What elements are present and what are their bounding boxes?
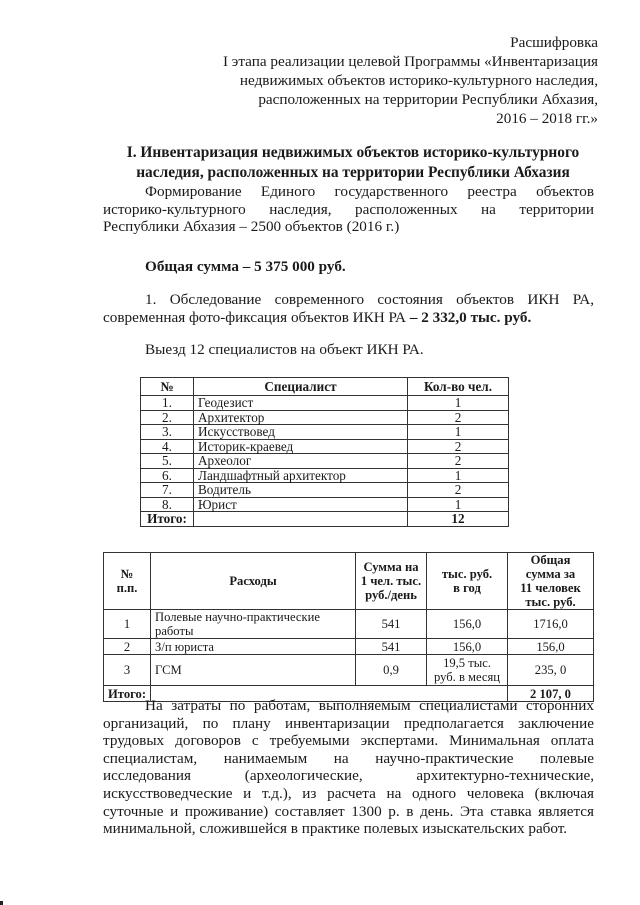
cell-number: 3. bbox=[141, 425, 194, 440]
table-row bbox=[141, 410, 509, 425]
item1-text: 1. Обследование современного состояния объектов ИКН РА, современная фото-фиксация объектов ИКН РА bbox=[103, 291, 594, 326]
cell-per-year bbox=[427, 655, 508, 686]
column-header-expense: Расходы bbox=[151, 553, 356, 610]
table-row bbox=[141, 454, 509, 469]
table-row bbox=[141, 425, 509, 440]
header-text: 11 человек bbox=[520, 581, 581, 595]
column-header-number bbox=[104, 553, 151, 610]
header-text: сумма за bbox=[525, 567, 576, 581]
total-value: 2 107, 0 bbox=[508, 686, 594, 702]
table-row bbox=[104, 610, 594, 639]
header-line: 2016 – 2018 гг.» bbox=[496, 110, 598, 127]
cell-number: 3 bbox=[104, 655, 151, 686]
trip-note: Выезд 12 специалистов на объект ИКН РА. bbox=[145, 341, 424, 358]
cell-per-person: 0,9 bbox=[356, 655, 427, 686]
table-row bbox=[104, 639, 594, 655]
total-label: Итого: bbox=[141, 512, 194, 527]
cell-specialist: Историк-краевед bbox=[194, 439, 408, 454]
table-row bbox=[141, 497, 509, 512]
cell-count: 2 bbox=[408, 454, 509, 469]
cell-total: 156,0 bbox=[508, 639, 594, 655]
table-row bbox=[141, 468, 509, 483]
specialists-table bbox=[140, 377, 509, 527]
section-title-line: наследия, расположенных на территории Республики Абхазия bbox=[136, 164, 570, 181]
cell-specialist: Искусствовед bbox=[194, 425, 408, 440]
cell-text: 19,5 тыс. bbox=[443, 656, 491, 670]
cell-number: 7. bbox=[141, 483, 194, 498]
column-header-per-year bbox=[427, 553, 508, 610]
cell-count: 1 bbox=[408, 396, 509, 411]
item1-amount: – 2 332,0 тыс. руб. bbox=[409, 308, 532, 326]
cell-specialist: Ландшафтный архитектор bbox=[194, 468, 408, 483]
column-header: № bbox=[141, 378, 194, 396]
cell-number: 1. bbox=[141, 396, 194, 411]
cell-number: 2. bbox=[141, 410, 194, 425]
cell-number: 1 bbox=[104, 610, 151, 639]
table-total-row bbox=[141, 512, 509, 527]
cell-number: 4. bbox=[141, 439, 194, 454]
empty-cell bbox=[194, 512, 408, 527]
cell-count: 2 bbox=[408, 483, 509, 498]
table-row bbox=[141, 396, 509, 411]
cell-expense: ГСМ bbox=[151, 655, 356, 686]
cell-count: 2 bbox=[408, 410, 509, 425]
cell-specialist: Юрист bbox=[194, 497, 408, 512]
total-value: 12 bbox=[408, 512, 509, 527]
cell-specialist: Геодезист bbox=[194, 396, 408, 411]
item1-paragraph bbox=[103, 291, 594, 326]
table-row bbox=[141, 483, 509, 498]
cell-count: 1 bbox=[408, 468, 509, 483]
cell-total: 1716,0 bbox=[508, 610, 594, 639]
header-text: тыс. руб. bbox=[441, 567, 493, 581]
document-header bbox=[223, 33, 598, 128]
cell-expense: З/п юриста bbox=[151, 639, 356, 655]
column-header-per-person bbox=[356, 553, 427, 610]
cell-number: 8. bbox=[141, 497, 194, 512]
column-header: Кол-во чел. bbox=[408, 378, 509, 396]
scan-mark bbox=[0, 901, 3, 905]
column-header-total bbox=[508, 553, 594, 610]
cell-specialist: Археолог bbox=[194, 454, 408, 469]
column-header: Специалист bbox=[194, 378, 408, 396]
cell-specialist: Водитель bbox=[194, 483, 408, 498]
cell-number: 2 bbox=[104, 639, 151, 655]
cell-expense: Полевые научно-практические работы bbox=[151, 610, 356, 639]
cell-specialist: Архитектор bbox=[194, 410, 408, 425]
cell-count: 2 bbox=[408, 439, 509, 454]
cell-per-person: 541 bbox=[356, 610, 427, 639]
header-text: Сумма на bbox=[363, 560, 419, 574]
cell-per-year: 156,0 bbox=[427, 639, 508, 655]
cell-number: 6. bbox=[141, 468, 194, 483]
header-text: № bbox=[120, 567, 134, 581]
header-text: тыс. руб. bbox=[525, 595, 576, 609]
cell-count: 1 bbox=[408, 497, 509, 512]
intro-paragraph: Формирование Единого государственного реестра объектов историко-культурного наследия, расположенных на территории Республики Абхазия – 2500 объектов (2016 г.) bbox=[103, 183, 594, 235]
header-text: руб./день bbox=[365, 588, 417, 602]
cell-text: руб. в месяц bbox=[433, 670, 501, 684]
table-row bbox=[104, 655, 594, 686]
cell-number: 5. bbox=[141, 454, 194, 469]
expenses-table bbox=[103, 552, 594, 702]
total-label: Итого: bbox=[104, 686, 151, 702]
header-line: недвижимых объектов историко-культурного наследия, bbox=[239, 72, 598, 89]
total-sum: Общая сумма – 5 375 000 руб. bbox=[145, 258, 346, 275]
table-header-row bbox=[141, 378, 509, 396]
table-header-row bbox=[104, 553, 594, 610]
cell-count: 1 bbox=[408, 425, 509, 440]
header-line: I этапа реализации целевой Программы «Инвентаризация bbox=[222, 53, 598, 70]
table-row bbox=[141, 439, 509, 454]
header-text: п.п. bbox=[116, 581, 138, 595]
header-text: Общая bbox=[530, 553, 571, 567]
header-text: 1 чел. тыс. bbox=[360, 574, 422, 588]
header-line: Расшифровка bbox=[510, 34, 598, 51]
header-text: в год bbox=[453, 581, 481, 595]
cell-total: 235, 0 bbox=[508, 655, 594, 686]
cell-per-year: 156,0 bbox=[427, 610, 508, 639]
closing-paragraph: На затраты по работам, выполняемым специалистами сторонних организаций, по плану инвентаризации предполагается заключение трудовых договоров с требуемыми экспертами. Минимальная оплата специалистам, нанимаемым на научно-практические полевые исследования (археологические, архитектурно-технические, искусствоведческие и т.д.), из расчета на одного человека (включая суточные и проживание) составляет 1300 р. в день. Эта ставка является минимальной, сложившейся в практике полевых изыскательских работ. bbox=[103, 697, 594, 838]
section-title bbox=[108, 143, 598, 183]
cell-per-person: 541 bbox=[356, 639, 427, 655]
section-title-line: I. Инвентаризация недвижимых объектов историко-культурного bbox=[126, 144, 580, 161]
header-line: расположенных на территории Республики Абхазия, bbox=[258, 91, 598, 108]
